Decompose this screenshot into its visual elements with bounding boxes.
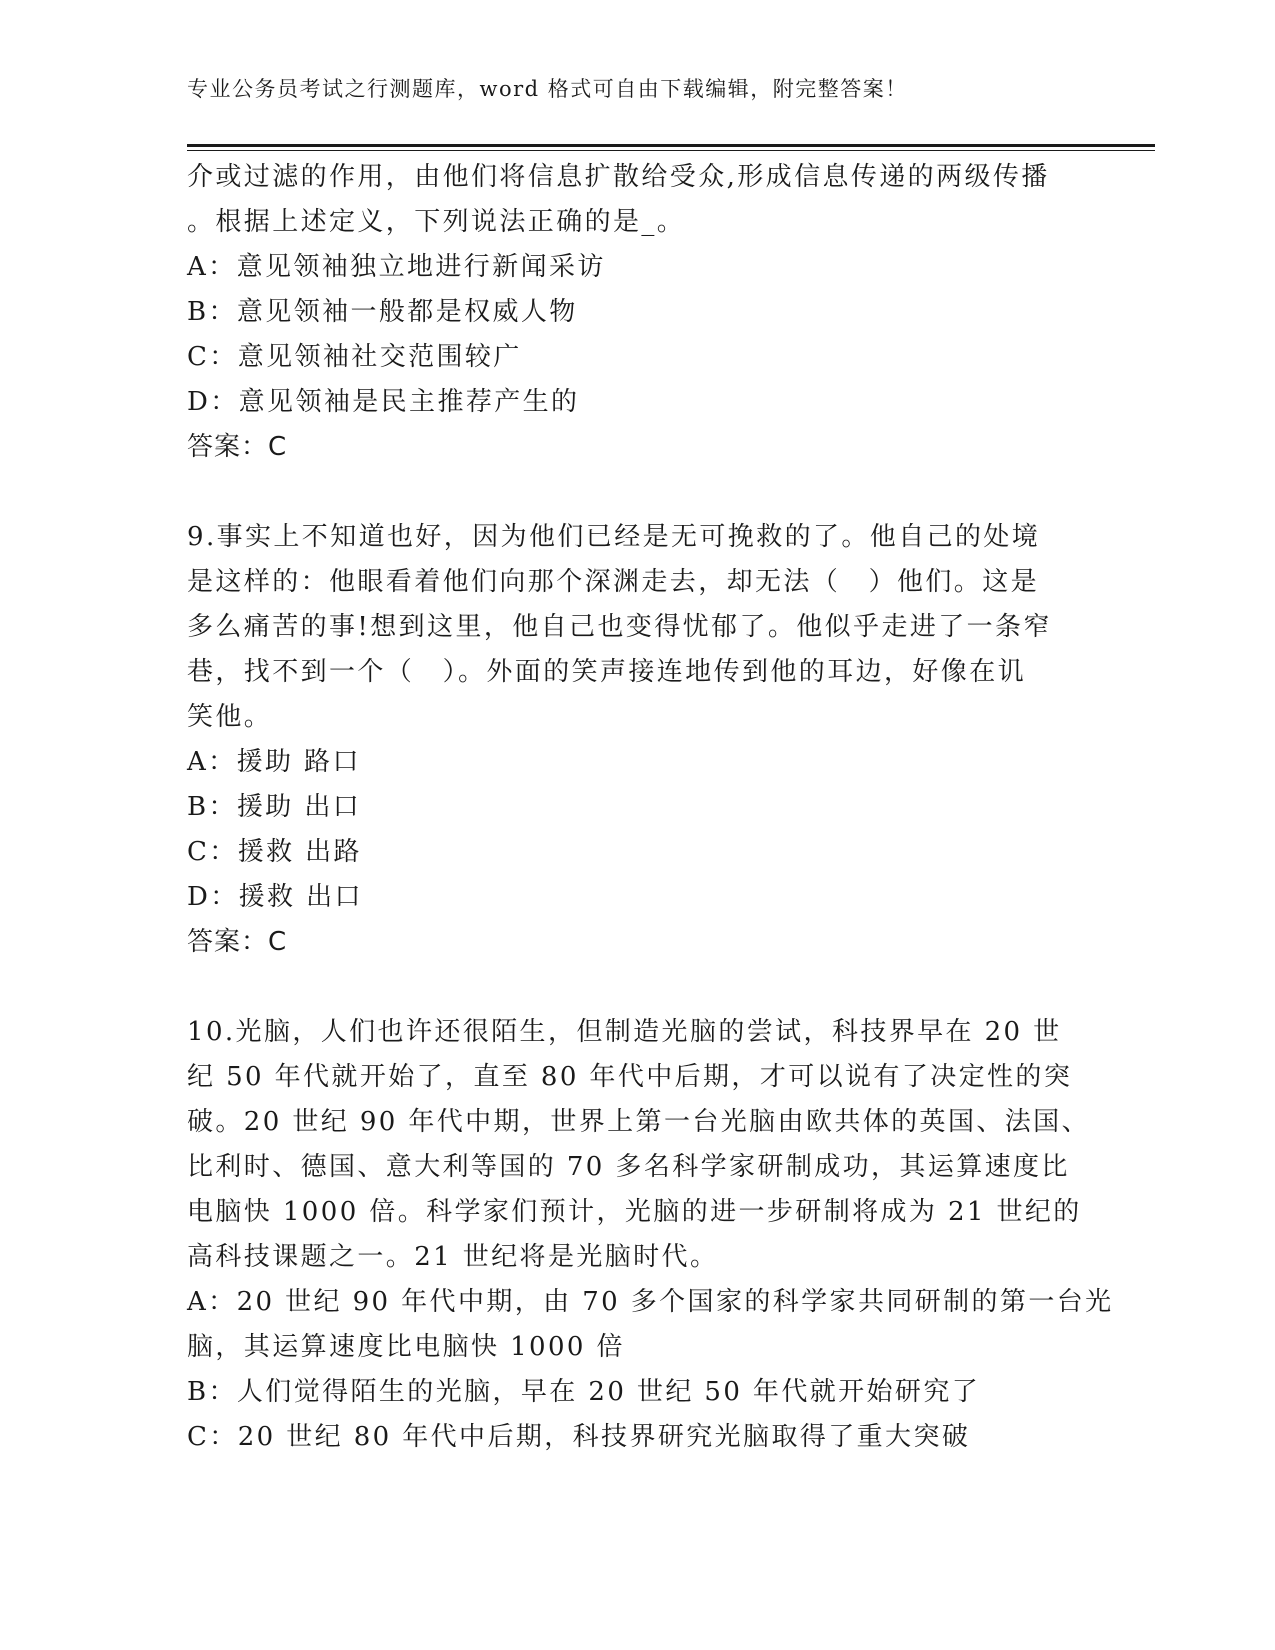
question-stem-line: 纪 50 年代就开始了，直至 80 年代中后期，才可以说有了决定性的突 [187, 1062, 1073, 1092]
question-stem-line: 。根据上述定义，下列说法正确的是_。 [187, 207, 686, 237]
option-a-continued: 脑，其运算速度比电脑快 1000 倍 [187, 1332, 625, 1362]
question-9 [187, 515, 1077, 965]
question-stem-line: 电脑快 1000 倍。科学家们预计，光脑的进一步研制将成为 21 世纪的 [187, 1197, 1082, 1227]
question-10 [187, 1010, 1114, 1460]
question-stem-line: 比利时、德国、意大利等国的 70 多名科学家研制成功，其运算速度比 [187, 1152, 1070, 1182]
questions-content [187, 155, 1114, 1460]
answer-line: 答案：C [187, 927, 288, 957]
option-a: A：意见领袖独立地进行新闻采访 [187, 252, 606, 282]
header-rule-thin [187, 150, 1155, 151]
page-header: 专业公务员考试之行测题库，word 格式可自由下载编辑，附完整答案！ [187, 77, 908, 101]
question-8 [187, 155, 1077, 470]
option-c: C：援救 出路 [187, 837, 362, 867]
header-rule-thick [187, 144, 1155, 147]
option-b: B：援助 出口 [187, 792, 362, 822]
question-stem-line: 笑他。 [187, 702, 273, 732]
option-c: C：20 世纪 80 年代中后期，科技界研究光脑取得了重大突破 [187, 1422, 971, 1452]
question-stem-line: 10.光脑，人们也许还很陌生，但制造光脑的尝试，科技界早在 20 世 [187, 1017, 1062, 1047]
question-stem-line: 破。20 世纪 90 年代中期，世界上第一台光脑由欧共体的英国、法国、 [187, 1107, 1090, 1137]
question-stem-line: 介或过滤的作用，由他们将信息扩散给受众,形成信息传递的两级传播 [187, 162, 1050, 192]
question-stem-line: 高科技课题之一。21 世纪将是光脑时代。 [187, 1242, 719, 1272]
option-c: C：意见领袖社交范围较广 [187, 342, 522, 372]
option-a: A：20 世纪 90 年代中期，由 70 多个国家的科学家共同研制的第一台光 [187, 1287, 1114, 1317]
spacer [187, 965, 1077, 1010]
spacer [187, 470, 1077, 515]
answer-line: 答案：C [187, 432, 288, 462]
option-b: B：人们觉得陌生的光脑，早在 20 世纪 50 年代就开始研究了 [187, 1377, 981, 1407]
option-b: B：意见领袖一般都是权威人物 [187, 297, 578, 327]
question-stem-line: 多么痛苦的事!想到这里，他自己也变得忧郁了。他似乎走进了一条窄 [187, 612, 1052, 642]
question-stem-line: 是这样的：他眼看着他们向那个深渊走去，却无法（ ）他们。这是 [187, 567, 1040, 597]
option-d: D：援救 出口 [187, 882, 363, 912]
option-d: D：意见领袖是民主推荐产生的 [187, 387, 580, 417]
option-a: A：援助 路口 [187, 747, 361, 777]
question-stem-line: 巷，找不到一个（ ）。外面的笑声接连地传到他的耳边，好像在讥 [187, 657, 1027, 687]
question-stem-line: 9.事实上不知道也好，因为他们已经是无可挽救的了。他自己的处境 [187, 522, 1041, 552]
